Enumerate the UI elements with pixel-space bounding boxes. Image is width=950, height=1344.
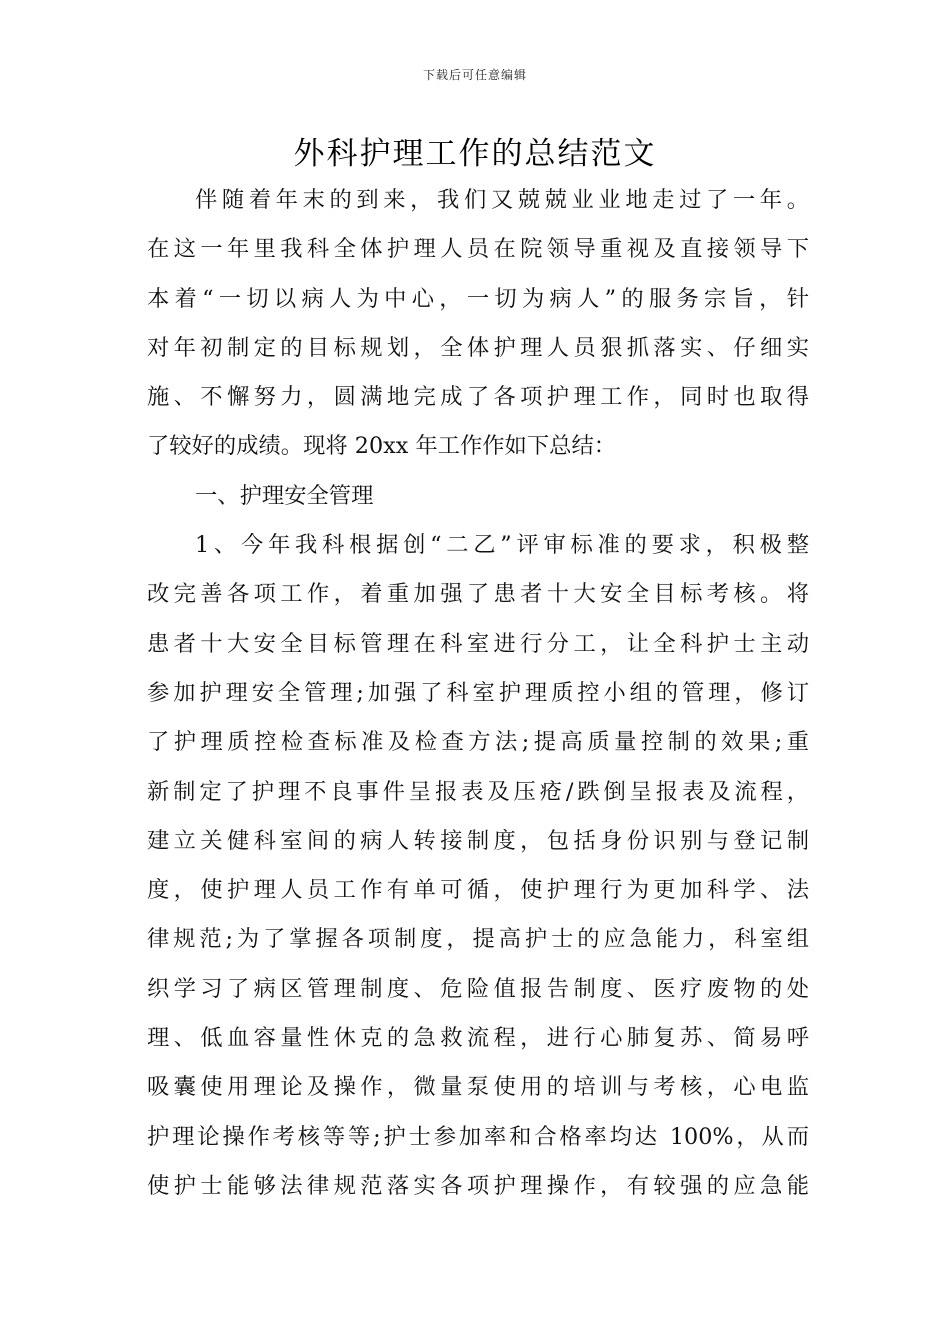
paragraph-line: 伴随着年末的到来，我们又兢兢业业地走过了一年。 <box>195 187 809 213</box>
document-title: 外科护理工作的总结范文 <box>293 136 657 172</box>
paragraph-line: 新制定了护理不良事件呈报表及压疮/跌倒呈报表及流程， <box>147 778 809 805</box>
paragraph-line: 了较好的成绩。现将 20xx 年工作作如下总结： <box>147 433 617 460</box>
header-note: 下载后可任意编辑 <box>422 68 527 82</box>
paragraph-line: 使护士能够法律规范落实各项护理操作，有较强的应急能 <box>147 1172 809 1199</box>
paragraph-line: 度，使护理人员工作有单可循，使护理行为更加科学、法 <box>147 877 809 904</box>
paragraph-line: 对年初制定的目标规划，全体护理人员狠抓落实、仔细实 <box>147 334 809 361</box>
paragraph-line: 了护理质控检查标准及检查方法;提高质量控制的效果;重 <box>147 729 809 756</box>
paragraph-line: 参加护理安全管理;加强了科室护理质控小组的管理，修订 <box>147 679 809 706</box>
paragraph-line: 施、不懈努力，圆满地完成了各项护理工作，同时也取得 <box>147 384 809 411</box>
paragraph-line: 患者十大安全目标管理在科室进行分工，让全科护士主动 <box>147 630 809 657</box>
paragraph-line: 护理论操作考核等等;护士参加率和合格率均达 100%，从而 <box>147 1123 809 1150</box>
paragraph-line: 律规范;为了掌握各项制度，提高护士的应急能力，科室组 <box>147 926 809 953</box>
paragraph-line: 1、今年我科根据创“二乙”评审标准的要求，积极整 <box>195 532 809 559</box>
paragraph-line: 改完善各项工作，着重加强了患者十大安全目标考核。将 <box>147 581 809 608</box>
paragraph-line: 织学习了病区管理制度、危险值报告制度、医疗废物的处 <box>147 975 809 1002</box>
section-heading: 一、护理安全管理 <box>195 482 374 509</box>
paragraph-line: 吸囊使用理论及操作，微量泵使用的培训与考核，心电监 <box>147 1074 809 1101</box>
paragraph-line: 本着“一切以病人为中心，一切为病人”的服务宗旨，针 <box>147 285 809 312</box>
paragraph-line: 在这一年里我科全体护理人员在院领导重视及直接领导下 <box>147 236 809 263</box>
paragraph-line: 建立关健科室间的病人转接制度，包括身份识别与登记制 <box>147 827 809 854</box>
document-body <box>147 176 809 1211</box>
paragraph-line: 理、低血容量性休克的急救流程，进行心肺复苏、简易呼 <box>147 1025 809 1052</box>
